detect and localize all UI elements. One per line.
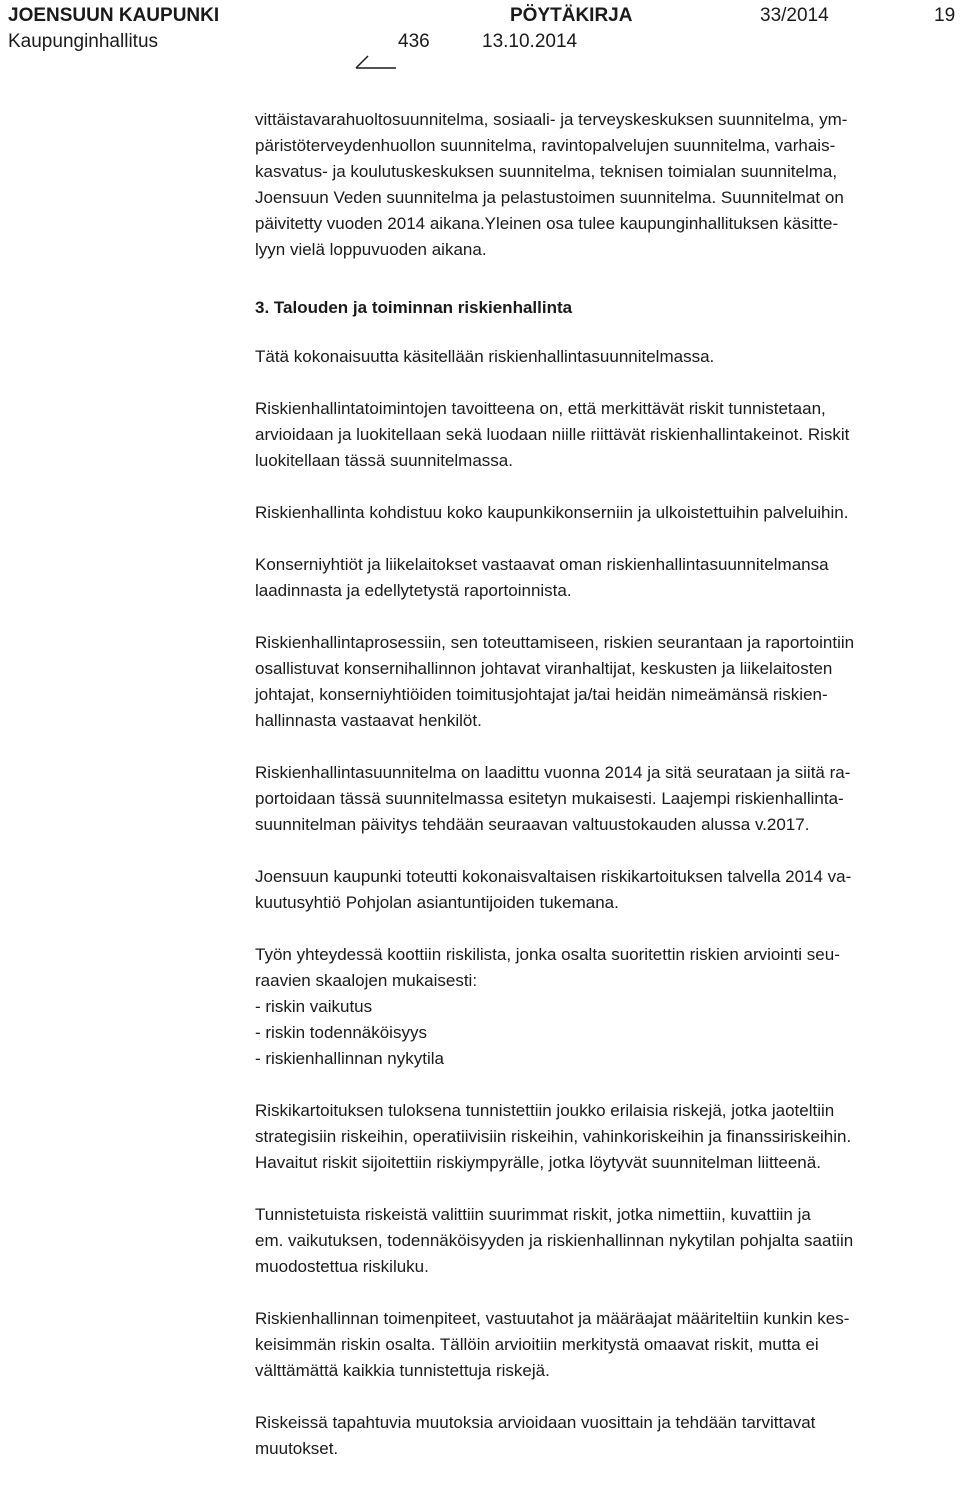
doc-type: PÖYTÄKIRJA: [510, 5, 633, 26]
text-line: em. vaikutuksen, todennäköisyyden ja riskienhallinnan nykytilan pohjalta saatiin: [255, 1231, 854, 1250]
text-line: Riskienhallinnan toimenpiteet, vastuutahot ja määräajat määriteltiin kunkin kes-: [255, 1309, 850, 1328]
text-line: Havaitut riskit sijoitettiin riskiympyrälle, jotka löytyvät suunnitelman liitteenä.: [255, 1153, 821, 1172]
paragraph: [255, 1410, 953, 1462]
document-body: [255, 107, 953, 1488]
paragraph: [255, 942, 953, 1072]
text-line: portoidaan tässä suunnitelmassa esitetyn mukaisesti. Laajempi riskienhallinta-: [255, 789, 844, 808]
intro-paragraph: [255, 107, 953, 263]
section-heading: 3. Talouden ja toiminnan riskienhallinta: [255, 298, 573, 317]
text-line: johtajat, konserniyhtiöiden toimitusjohtajat ja/tai heidän nimeämänsä riskien-: [255, 685, 828, 704]
text-line: välttämättä kaikkia tunnistettuja riskejä.: [255, 1361, 550, 1380]
text-line: Työn yhteydessä koottiin riskilista, jonka osalta suoritettin riskien arviointi seu-: [255, 945, 840, 964]
text-line: vittäistavarahuoltosuunnitelma, sosiaali- ja terveyskeskuksen suunnitelma, ym-: [255, 110, 848, 129]
page-number: 19: [934, 5, 956, 26]
text-line: Tätä kokonaisuutta käsitellään riskienhallintasuunnitelmassa.: [255, 347, 715, 366]
text-line: Tunnistetuista riskeistä valittiin suurimmat riskit, jotka nimettiin, kuvattiin ja: [255, 1205, 811, 1224]
text-line: arvioidaan ja luokitellaan sekä luodaan niille riittävät riskienhallintakeinot. Riskit: [255, 425, 850, 444]
text-line: muutokset.: [255, 1439, 339, 1458]
text-line: Riskienhallinta kohdistuu koko kaupunkikonserniin ja ulkoistettuihin palveluihin.: [255, 503, 849, 522]
text-line: Riskienhallintaprosessiin, sen toteuttamiseen, riskien seurantaan ja raportointiin: [255, 633, 855, 652]
text-line: Riskikartoituksen tuloksena tunnistettiin joukko erilaisia riskejä, jotka jaoteltiin: [255, 1101, 835, 1120]
paragraph: [255, 396, 953, 474]
text-line: päivitetty vuoden 2014 aikana.Yleinen osa tulee kaupunginhallituksen käsitte-: [255, 214, 839, 233]
paragraph: [255, 760, 953, 838]
text-line: kuutusyhtiö Pohjolan asiantuntijoiden tukemana.: [255, 893, 619, 912]
text-line: laadinnasta ja edellytetystä raportoinnista.: [255, 581, 572, 600]
text-line: Riskeissä tapahtuvia muutoksia arvioidaan vuosittain ja tehdään tarvittavat: [255, 1413, 816, 1432]
paragraph: [255, 344, 953, 370]
list-item: - riskin todennäköisyys: [255, 1023, 427, 1042]
text-line: muodostettua riskiluku.: [255, 1257, 429, 1276]
pen-icon: [355, 55, 397, 69]
text-line: suunnitelman päivitys tehdään seuraavan valtuustokauden alussa v.2017.: [255, 815, 810, 834]
list-item: - riskienhallinnan nykytila: [255, 1049, 444, 1068]
paragraph: [255, 864, 953, 916]
doc-number: 33/2014: [760, 5, 829, 26]
text-line: lyyn vielä loppuvuoden aikana.: [255, 240, 487, 259]
text-line: osallistuvat konsernihallinnon johtavat viranhaltijat, keskusten ja liikelaitosten: [255, 659, 833, 678]
text-line: kasvatus- ja koulutuskeskuksen suunnitelma, teknisen toimialan suunnitelma,: [255, 162, 838, 181]
text-line: päristöterveydenhuollon suunnitelma, ravintopalvelujen suunnitelma, varhais-: [255, 136, 836, 155]
text-line: Joensuun kaupunki toteutti kokonaisvaltaisen riskikartoituksen talvella 2014 va-: [255, 867, 852, 886]
text-line: Konserniyhtiöt ja liikelaitokset vastaavat oman riskienhallintasuunnitelmansa: [255, 555, 829, 574]
paragraph: [255, 630, 953, 734]
org-name: JOENSUUN KAUPUNKI: [8, 5, 220, 26]
text-line: strategisiin riskeihin, operatiivisiin riskeihin, vahinkoriskeihin ja finanssiriskeihin.: [255, 1127, 852, 1146]
text-line: Joensuun Veden suunnitelma ja pelastustoimen suunnitelma. Suunnitelmat on: [255, 188, 844, 207]
paragraph: [255, 552, 953, 604]
text-line: raavien skaalojen mukaisesti:: [255, 971, 478, 990]
meeting-date: 13.10.2014: [482, 31, 578, 52]
paragraph: [255, 1306, 953, 1384]
text-line: Riskienhallintasuunnitelma on laadittu vuonna 2014 ja sitä seurataan ja siitä ra-: [255, 763, 851, 782]
body-name: Kaupunginhallitus: [8, 31, 159, 52]
paragraph: [255, 1098, 953, 1176]
list-item: - riskin vaikutus: [255, 997, 373, 1016]
text-line: keisimmän riskin osalta. Tällöin arvioitiin merkitystä omaavat riskit, mutta ei: [255, 1335, 819, 1354]
text-line: Riskienhallintatoimintojen tavoitteena on, että merkittävät riskit tunnistetaan,: [255, 399, 826, 418]
text-line: luokitellaan tässä suunnitelmassa.: [255, 451, 513, 470]
paragraph: [255, 1202, 953, 1280]
text-line: hallinnasta vastaavat henkilöt.: [255, 711, 482, 730]
section-number: 436: [398, 31, 430, 52]
paragraph: [255, 500, 953, 526]
